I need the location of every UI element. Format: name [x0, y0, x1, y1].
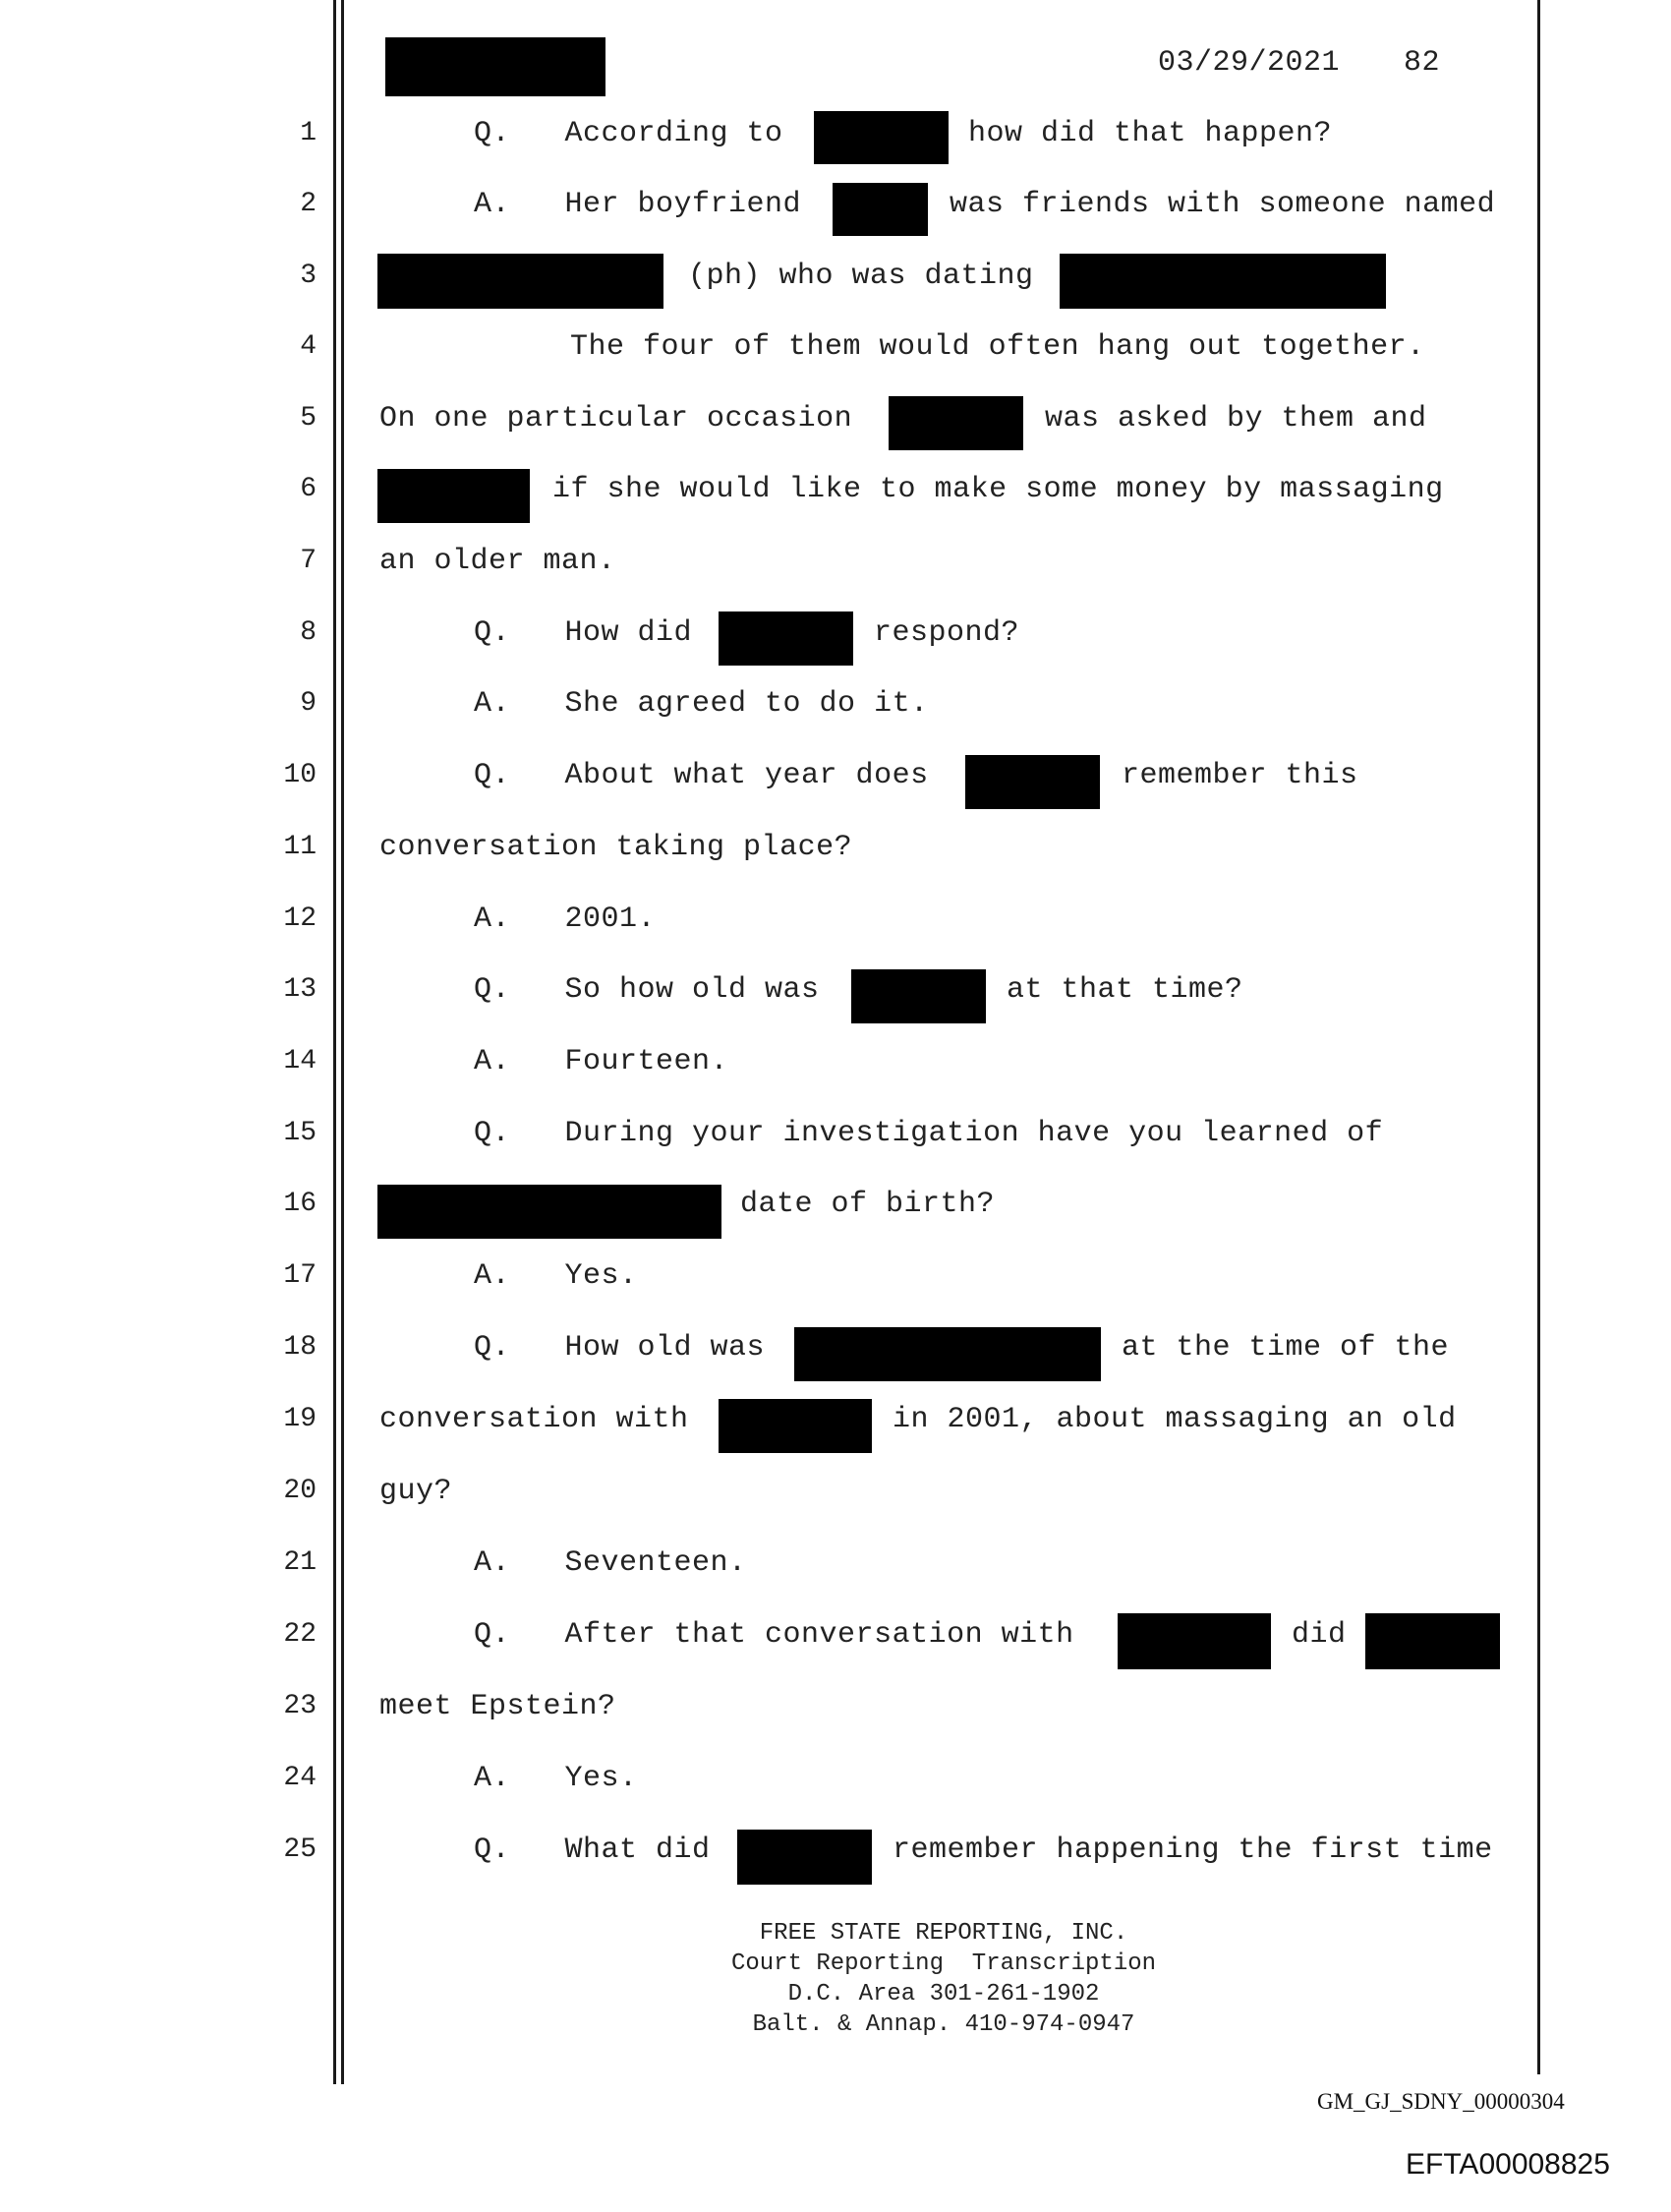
- reporter-services: Court Reporting Transcription: [730, 1950, 1157, 1977]
- redaction-box: [1365, 1613, 1500, 1669]
- transcript-line-10-cont: remember this: [1122, 759, 1358, 792]
- transcript-line-2: A. Her boyfriend: [474, 188, 802, 221]
- line-number: 2: [300, 189, 317, 219]
- redaction-box: [737, 1830, 872, 1885]
- line-number: 4: [300, 331, 317, 362]
- redaction-box: [833, 183, 928, 236]
- line-number: 1: [300, 118, 317, 148]
- transcript-line-19: conversation with: [379, 1403, 689, 1436]
- left-margin-rule: [333, 0, 336, 2084]
- line-number: 6: [300, 474, 317, 504]
- transcript-line-15: Q. During your investigation have you learned of: [474, 1117, 1384, 1150]
- transcript-line-4: The four of them would often hang out together.: [570, 330, 1425, 364]
- line-number: 25: [283, 1834, 317, 1865]
- transcript-line-22-cont: did: [1292, 1618, 1347, 1652]
- transcript-line-20: guy?: [379, 1475, 453, 1508]
- line-number: 16: [283, 1189, 317, 1219]
- transcript-line-5: On one particular occasion: [379, 402, 853, 436]
- transcript-line-9: A. She agreed to do it.: [474, 687, 929, 721]
- transcript-line-17: A. Yes.: [474, 1259, 638, 1293]
- transcript-line-22: Q. After that conversation with: [474, 1618, 1074, 1652]
- line-number: 8: [300, 617, 317, 648]
- efta-number: EFTA00008825: [1406, 2148, 1610, 2181]
- transcript-line-1-cont: how did that happen?: [968, 117, 1333, 150]
- redaction-box: [814, 111, 949, 164]
- line-number: 13: [283, 974, 317, 1005]
- line-number: 7: [300, 546, 317, 576]
- line-number: 21: [283, 1547, 317, 1578]
- transcript-line-21: A. Seventeen.: [474, 1546, 747, 1580]
- transcript-line-2-cont: was friends with someone named: [950, 188, 1496, 221]
- transcript-line-13-cont: at that time?: [1007, 973, 1243, 1007]
- line-number: 3: [300, 261, 317, 291]
- transcript-line-7: an older man.: [379, 545, 616, 578]
- line-number: 23: [283, 1691, 317, 1721]
- transcript-line-5-cont: was asked by them and: [1045, 402, 1427, 436]
- redaction-box: [377, 469, 530, 523]
- transcript-line-1: Q. According to: [474, 117, 783, 150]
- redaction-box: [794, 1327, 1101, 1381]
- transcript-line-25-cont: remember happening the first time: [893, 1834, 1493, 1867]
- line-number: 9: [300, 688, 317, 719]
- redaction-box: [851, 969, 986, 1023]
- line-number: 10: [283, 760, 317, 790]
- line-number: 15: [283, 1118, 317, 1148]
- transcript-line-8-cont: respond?: [874, 616, 1020, 650]
- line-number: 17: [283, 1260, 317, 1291]
- line-number: 19: [283, 1404, 317, 1434]
- transcript-line-23: meet Epstein?: [379, 1690, 616, 1723]
- bates-number: GM_GJ_SDNY_00000304: [1317, 2089, 1565, 2114]
- line-number: 24: [283, 1763, 317, 1793]
- transcript-line-25: Q. What did: [474, 1834, 711, 1867]
- line-number: 12: [283, 903, 317, 934]
- transcript-line-16: date of birth?: [740, 1188, 996, 1221]
- line-number: 5: [300, 403, 317, 434]
- transcript-line-11: conversation taking place?: [379, 831, 853, 864]
- reporter-phone-dc: D.C. Area 301-261-1902: [787, 1981, 1100, 2008]
- left-margin-rule-inner: [341, 0, 344, 2084]
- transcript-line-24: A. Yes.: [474, 1762, 638, 1795]
- redaction-box: [377, 254, 663, 309]
- transcript-line-3: (ph) who was dating: [688, 260, 1034, 293]
- transcript-line-8: Q. How did: [474, 616, 693, 650]
- header-page-number: 82: [1404, 46, 1441, 80]
- redaction-box: [889, 396, 1023, 450]
- transcript-line-19-cont: in 2001, about massaging an old: [893, 1403, 1457, 1436]
- line-number: 14: [283, 1046, 317, 1077]
- right-margin-rule: [1537, 0, 1540, 2074]
- redaction-box: [1060, 254, 1386, 309]
- line-number: 22: [283, 1619, 317, 1650]
- transcript-line-18-cont: at the time of the: [1122, 1331, 1450, 1365]
- reporter-name: FREE STATE REPORTING, INC.: [759, 1920, 1128, 1947]
- transcript-line-6: if she would like to make some money by massaging: [552, 473, 1444, 506]
- transcript-line-14: A. Fourteen.: [474, 1045, 729, 1078]
- transcript-line-12: A. 2001.: [474, 902, 657, 936]
- reporter-phone-balt: Balt. & Annap. 410-974-0947: [752, 2011, 1135, 2038]
- line-number: 18: [283, 1332, 317, 1363]
- line-number: 20: [283, 1476, 317, 1506]
- header-date: 03/29/2021: [1158, 46, 1341, 80]
- redaction-box: [965, 755, 1100, 809]
- redaction-box: [377, 1185, 721, 1239]
- redaction-box: [719, 611, 853, 666]
- transcript-line-10: Q. About what year does: [474, 759, 929, 792]
- transcript-line-13: Q. So how old was: [474, 973, 820, 1007]
- transcript-line-18: Q. How old was: [474, 1331, 766, 1365]
- redaction-box: [1118, 1613, 1271, 1669]
- redaction-box: [385, 37, 605, 96]
- redaction-box: [719, 1399, 872, 1453]
- line-number: 11: [283, 832, 317, 862]
